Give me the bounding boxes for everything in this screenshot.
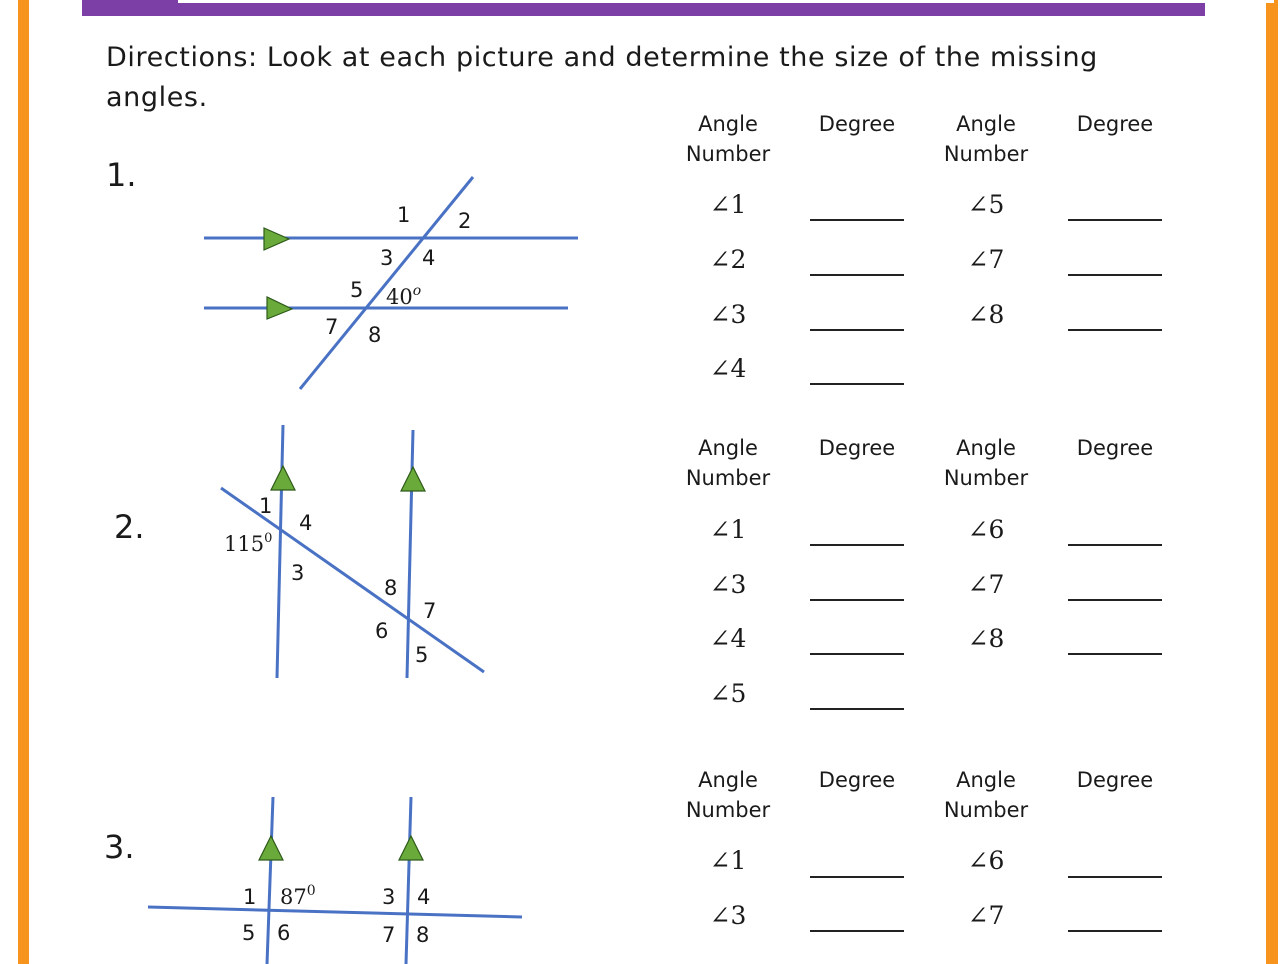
transversal-line bbox=[300, 177, 473, 389]
table-2-angle-label: ∠6 bbox=[967, 515, 1005, 544]
figure-label: 1 bbox=[397, 203, 411, 227]
figure-1 bbox=[204, 177, 578, 389]
figure-label: 4 bbox=[417, 885, 431, 909]
table-1-header-degree-1: Degree bbox=[818, 112, 896, 136]
table-2-header-angle-number-1: Angle Number bbox=[685, 436, 771, 490]
table-1-header-angle-number-1: Angle Number bbox=[685, 112, 771, 166]
table-2-angle-label: ∠7 bbox=[967, 570, 1005, 599]
parallel-arrow-icon bbox=[267, 297, 292, 319]
table-1-angle-label: ∠4 bbox=[709, 354, 747, 383]
table-2-header-degree-1: Degree bbox=[818, 436, 896, 460]
table-3-angle-label: ∠3 bbox=[709, 901, 747, 930]
table-3-header-angle-number-1: Angle Number bbox=[685, 768, 771, 822]
table-3-angle-label: ∠7 bbox=[967, 901, 1005, 930]
parallel-line-2 bbox=[407, 430, 413, 678]
figure-label: 2 bbox=[458, 209, 472, 233]
figure-label: 3 bbox=[291, 561, 305, 585]
problem-1-number: 1. bbox=[106, 156, 137, 194]
parallel-arrow-icon bbox=[271, 466, 295, 490]
problem-3-number: 3. bbox=[104, 828, 135, 866]
table-1-angle-label: ∠5 bbox=[967, 190, 1005, 219]
table-2-header-angle-number-2: Angle Number bbox=[943, 436, 1029, 490]
figure-2 bbox=[221, 425, 484, 678]
parallel-arrow-icon bbox=[401, 467, 425, 491]
table-1-angle-label: ∠8 bbox=[967, 300, 1005, 329]
parallel-arrow-icon bbox=[259, 836, 283, 860]
figure-label: 4 bbox=[299, 511, 313, 535]
table-3-angle-label: ∠6 bbox=[967, 846, 1005, 875]
parallel-line-1 bbox=[267, 797, 273, 964]
figure-label: 5 bbox=[415, 643, 429, 667]
given-angle-label: $115^0$ bbox=[224, 531, 273, 556]
figure-label: 6 bbox=[277, 921, 291, 945]
figure-label: 3 bbox=[380, 246, 394, 270]
figure-label: 8 bbox=[384, 576, 398, 600]
parallel-line-1 bbox=[277, 425, 283, 678]
problem-2-number: 2. bbox=[114, 508, 145, 546]
figure-label: 1 bbox=[243, 885, 257, 909]
table-2-angle-label: ∠8 bbox=[967, 624, 1005, 653]
table-3-header-degree-1: Degree bbox=[818, 768, 896, 792]
table-2-angle-label: ∠5 bbox=[709, 679, 747, 708]
figure-label: 1 bbox=[259, 494, 273, 518]
figure-label: 4 bbox=[422, 246, 436, 270]
figure-label: 6 bbox=[375, 619, 389, 643]
table-2-angle-label: ∠4 bbox=[709, 624, 747, 653]
given-angle-label: $87^0$ bbox=[280, 883, 316, 909]
parallel-arrow-icon bbox=[399, 836, 423, 860]
table-1-header-degree-2: Degree bbox=[1076, 112, 1154, 136]
figure-label: 5 bbox=[350, 278, 364, 302]
table-3-header-degree-2: Degree bbox=[1076, 768, 1154, 792]
figure-label: 5 bbox=[242, 921, 256, 945]
figure-label: 7 bbox=[423, 599, 437, 623]
transversal-line bbox=[148, 907, 522, 917]
table-1-header-angle-number-2: Angle Number bbox=[943, 112, 1029, 166]
parallel-arrow-icon bbox=[264, 228, 289, 250]
table-3-angle-label: ∠1 bbox=[709, 846, 747, 875]
figure-label: 3 bbox=[382, 885, 396, 909]
given-angle-label: 40$^o$ bbox=[386, 283, 422, 309]
directions-text: Directions: Look at each picture and determine the size of the missing angles. bbox=[106, 42, 1098, 113]
table-1-angle-label: ∠2 bbox=[709, 245, 747, 274]
figure-label: 7 bbox=[382, 923, 396, 947]
figure-label: 8 bbox=[368, 323, 382, 347]
table-1-angle-label: ∠7 bbox=[967, 245, 1005, 274]
table-2-angle-label: ∠3 bbox=[709, 570, 747, 599]
table-2-angle-label: ∠1 bbox=[709, 515, 747, 544]
parallel-line-2 bbox=[406, 797, 411, 964]
table-2-header-degree-2: Degree bbox=[1076, 436, 1154, 460]
figure-label: 7 bbox=[325, 315, 339, 339]
table-1-angle-label: ∠3 bbox=[709, 300, 747, 329]
figure-label: 8 bbox=[416, 923, 430, 947]
table-1-angle-label: ∠1 bbox=[709, 190, 747, 219]
figure-3 bbox=[148, 797, 522, 964]
table-3-header-angle-number-2: Angle Number bbox=[943, 768, 1029, 822]
